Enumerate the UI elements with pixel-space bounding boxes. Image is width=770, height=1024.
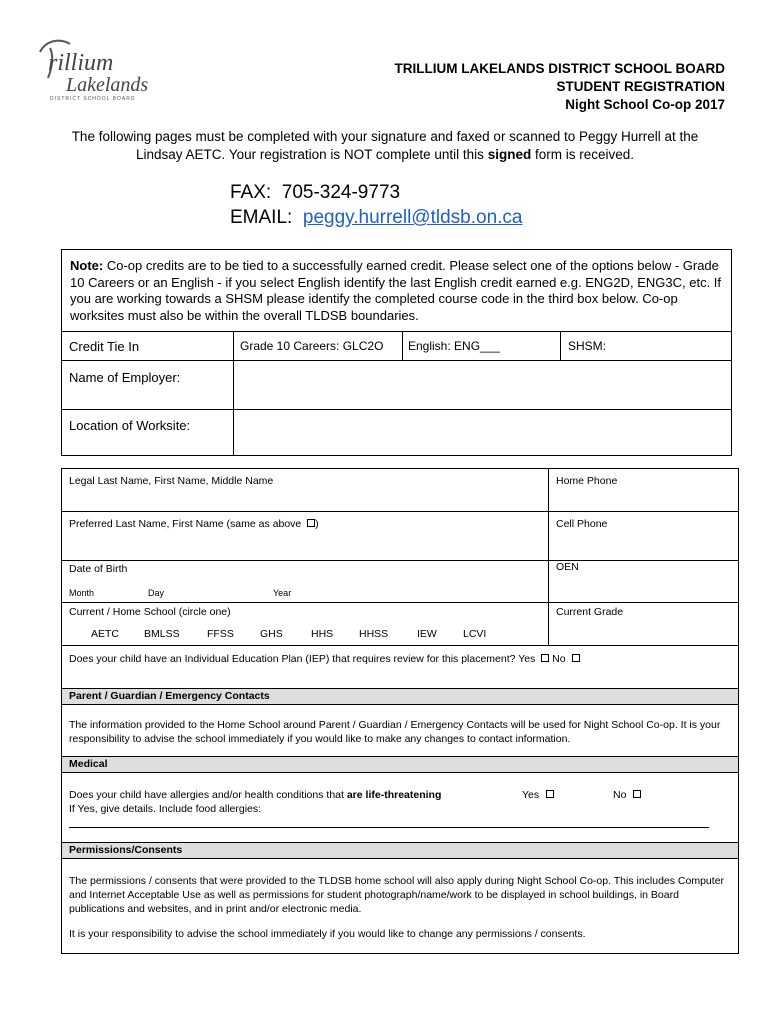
medical-header: Medical [62,756,738,773]
email-link[interactable]: peggy.hurrell@tldsb.on.ca [302,207,523,228]
school-option[interactable]: HHSS [359,628,389,640]
month-label: Month [69,588,95,598]
school-option[interactable]: GHS [260,628,283,640]
document-header [395,60,726,114]
medical-details-label: If Yes, give details. Include food allergies: [69,803,262,815]
worksite-field[interactable] [234,410,731,456]
credit-tie-label: Credit Tie In [69,339,140,354]
home-phone-label: Home Phone [556,475,618,487]
parent-guardian-header: Parent / Guardian / Emergency Contacts [62,688,738,705]
intro-text [60,128,710,164]
option-grade10-careers[interactable]: Grade 10 Careers: GLC2O [240,339,384,353]
medical-yes-checkbox[interactable] [546,790,554,798]
permissions-advise-text: It is your responsibility to advise the school immediately if you would like to change any permissions / consents. [69,928,586,940]
employer-label: Name of Employer: [69,370,181,385]
school-option[interactable]: LCVI [463,628,487,640]
intro-after: form is received. [531,147,634,162]
logo-line-3: DISTRICT SCHOOL BOARD [50,96,136,102]
day-label: Day [148,588,165,598]
document-title: STUDENT REGISTRATION [556,79,725,94]
contact-block [230,180,523,230]
option-english[interactable]: English: ENG___ [408,339,501,353]
email-label: EMAIL: [230,207,293,228]
intro-signed: signed [487,147,532,162]
school-option[interactable]: IEW [417,628,437,640]
legal-name-label: Legal Last Name, First Name, Middle Name [69,475,274,487]
permissions-text: The permissions / consents that were provided to the TLDSB home school will also apply during Night School Co-op. This includes Computer and Internet Acceptable Use as well as permissions for student photograph/name/work to be displayed in school buildings, in Board publications and websites, and in print and/or electronic media. [69,875,725,915]
school-option[interactable]: AETC [91,628,120,640]
option-shsm[interactable]: SHSM: [568,339,607,353]
school-label: Current / Home School (circle one) [69,606,231,618]
medical-details-line[interactable] [69,827,709,828]
logo-line-2: Lakelands [66,74,149,96]
fax-value: 705-324-9773 [281,182,401,203]
school-option[interactable]: FFSS [207,628,234,640]
iep-question: Does your child have an Individual Education Plan (IEP) that requires review for this placement? Yes No [69,653,580,665]
coop-credit-box [61,249,732,456]
worksite-label: Location of Worksite: [69,418,191,433]
program-name: Night School Co-op 2017 [565,97,725,112]
same-as-above-checkbox[interactable] [307,519,315,527]
coop-note [70,258,725,324]
fax-line [230,180,523,205]
email-line [230,205,523,230]
note-label: Note: [70,258,104,273]
cell-phone-label: Cell Phone [556,518,608,530]
board-name: TRILLIUM LAKELANDS DISTRICT SCHOOL BOARD [394,61,725,76]
school-option[interactable]: BMLSS [144,628,180,640]
medical-question: Does your child have allergies and/or health conditions that are life-threatening [69,789,442,801]
school-option[interactable]: HHS [311,628,334,640]
dob-label: Date of Birth [69,563,128,575]
tldsb-logo [36,38,149,108]
employer-field[interactable] [234,361,731,409]
intro-before: The following pages must be completed with your signature and faxed or scanned to Peggy Hurrell at the Lindsay AETC. Your registration is NOT complete until this [71,129,699,162]
oen-label: OEN [556,561,579,573]
parent-guardian-text: The information provided to the Home School around Parent / Guardian / Emergency Contacts will be used for Night School Co-op. It is your responsibility to advise the school immediately if you would like to make any changes to contact information. [69,719,721,745]
medical-yes-option: Yes [522,789,554,801]
medical-no-checkbox[interactable] [633,790,641,798]
student-info-form [61,468,739,954]
note-text: Co-op credits are to be tied to a successfully earned credit. Please select one of the options below - Grade 10 Careers or an English - if you select English identify the last English credit earned e.g. ENG2D, ENG3C, etc. If you are working towards a SHSM please identify the completed course code in the third box below. Co-op worksites must also be within the overall TLDSB boundaries. [70,258,722,323]
logo-line-1: rillium [48,50,114,76]
permissions-header: Permissions/Consents [62,842,738,859]
year-label: Year [273,588,292,598]
iep-no-checkbox[interactable] [572,654,580,662]
current-grade-label: Current Grade [556,606,624,618]
fax-label: FAX: [230,182,272,203]
preferred-name-label: Preferred Last Name, First Name (same as above ) [69,518,319,530]
medical-no-option: No [613,789,641,801]
